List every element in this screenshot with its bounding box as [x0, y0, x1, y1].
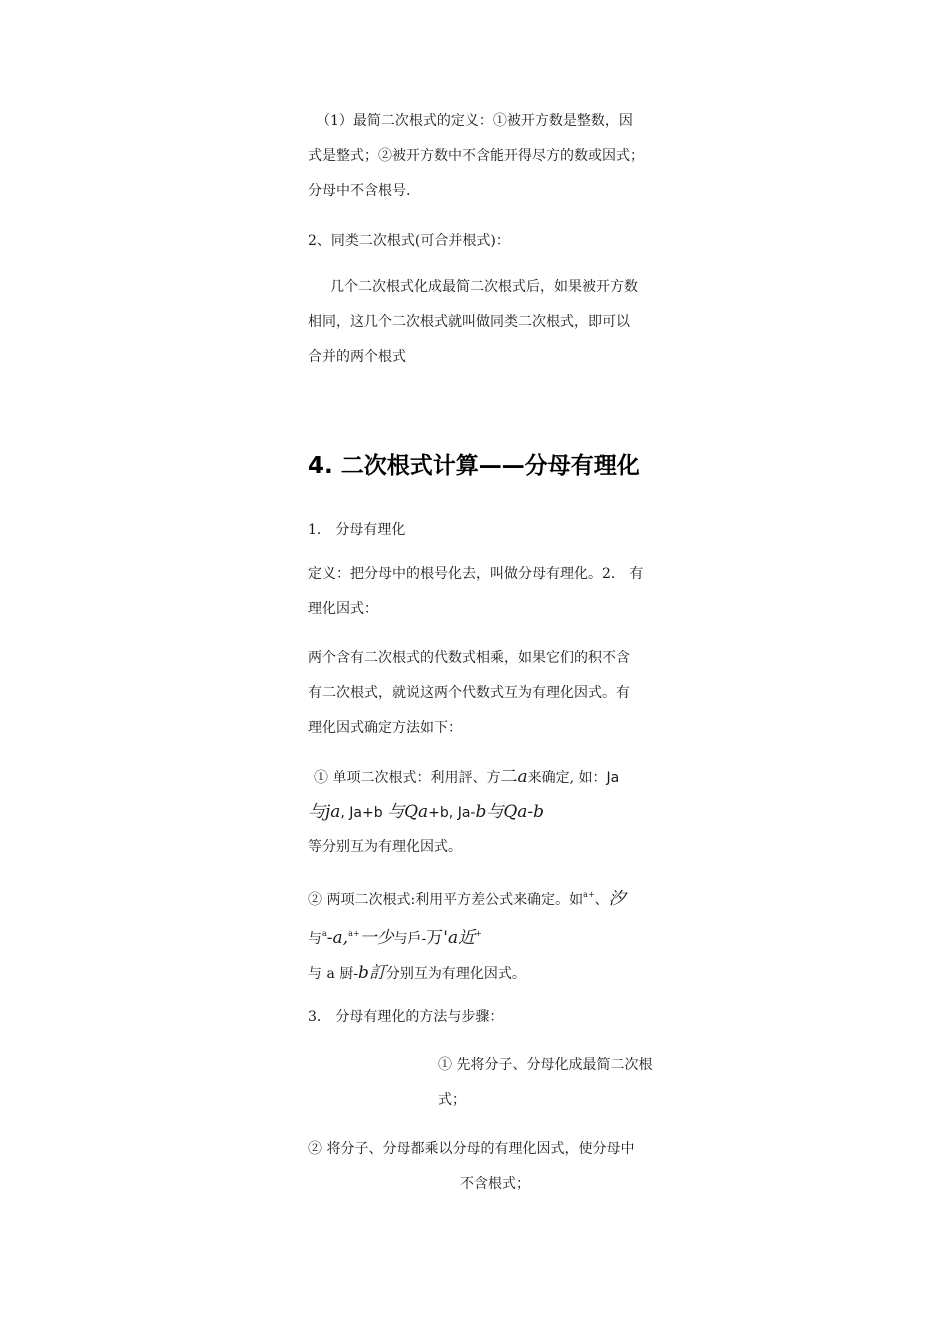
- rationalizing-factor-definition: [308, 641, 690, 746]
- single-term-radicals: [308, 760, 690, 864]
- rationalize-steps-heading: [308, 1000, 690, 1035]
- text-line: 2、同类二次根式(可合并根式)：: [308, 233, 510, 249]
- two-term-radicals: [308, 878, 690, 991]
- text-line: ① 单项二次根式：利用評、方二a来确定, 如：Ja: [314, 767, 620, 787]
- text-line: （1）最简二次根式的定义：①被开方数是整数，因: [316, 113, 633, 129]
- like-radicals-definition: [308, 270, 690, 375]
- text-line: ② 将分子、分母都乘以分母的有理化因式，使分母中: [308, 1141, 635, 1157]
- text-line: 有二次根式，就说这两个代数式互为有理化因式。有: [308, 685, 630, 701]
- text-line: 与 a 厨-b訂分别互为有理化因式。: [308, 963, 526, 983]
- step-one: [438, 1048, 698, 1118]
- text-line: 不含根式；: [460, 1176, 530, 1192]
- text-line: 与ja, Ja+b 与Qa+b, Ja-b与Qa-b: [308, 802, 545, 822]
- text-line: ② 两项二次根式:利用平方差公式来确定。如$^{a+}$、汐: [308, 889, 626, 909]
- rationalize-definition: [308, 557, 690, 627]
- rationalize-heading: [308, 513, 690, 548]
- step-two: [308, 1132, 708, 1202]
- text-line: 两个含有二次根式的代数式相乘，如果它们的积不含: [308, 650, 630, 666]
- simplest-radical-definition: [308, 104, 690, 209]
- text-line: 等分别互为有理化因式。: [308, 839, 462, 855]
- text-line: 与$^a$-a,$^{a+}$一少与戶-万'a近+: [308, 928, 482, 948]
- text-line: 式是整式；②被开方数中不含能开得尽方的数或因式；: [308, 148, 644, 164]
- section-title: 4. 二次根式计算——分母有理化: [308, 453, 640, 479]
- text-line: 理化因式：: [308, 601, 378, 617]
- text-line: 1． 分母有理化: [308, 522, 406, 538]
- text-line: ① 先将分子、分母化成最简二次根: [438, 1057, 653, 1073]
- text-line: 3． 分母有理化的方法与步骤：: [308, 1009, 504, 1025]
- text-line: 理化因式确定方法如下：: [308, 720, 462, 736]
- text-line: 几个二次根式化成最简二次根式后，如果被开方数: [330, 279, 638, 295]
- like-radicals-heading: [308, 224, 690, 259]
- text-line: 分母中不含根号.: [308, 183, 411, 199]
- text-line: 式；: [438, 1092, 466, 1108]
- text-line: 合并的两个根式: [308, 349, 406, 365]
- text-line: 相同，这几个二次根式就叫做同类二次根式，即可以: [308, 314, 630, 330]
- text-line: 定义：把分母中的根号化去，叫做分母有理化。2． 有: [308, 566, 644, 582]
